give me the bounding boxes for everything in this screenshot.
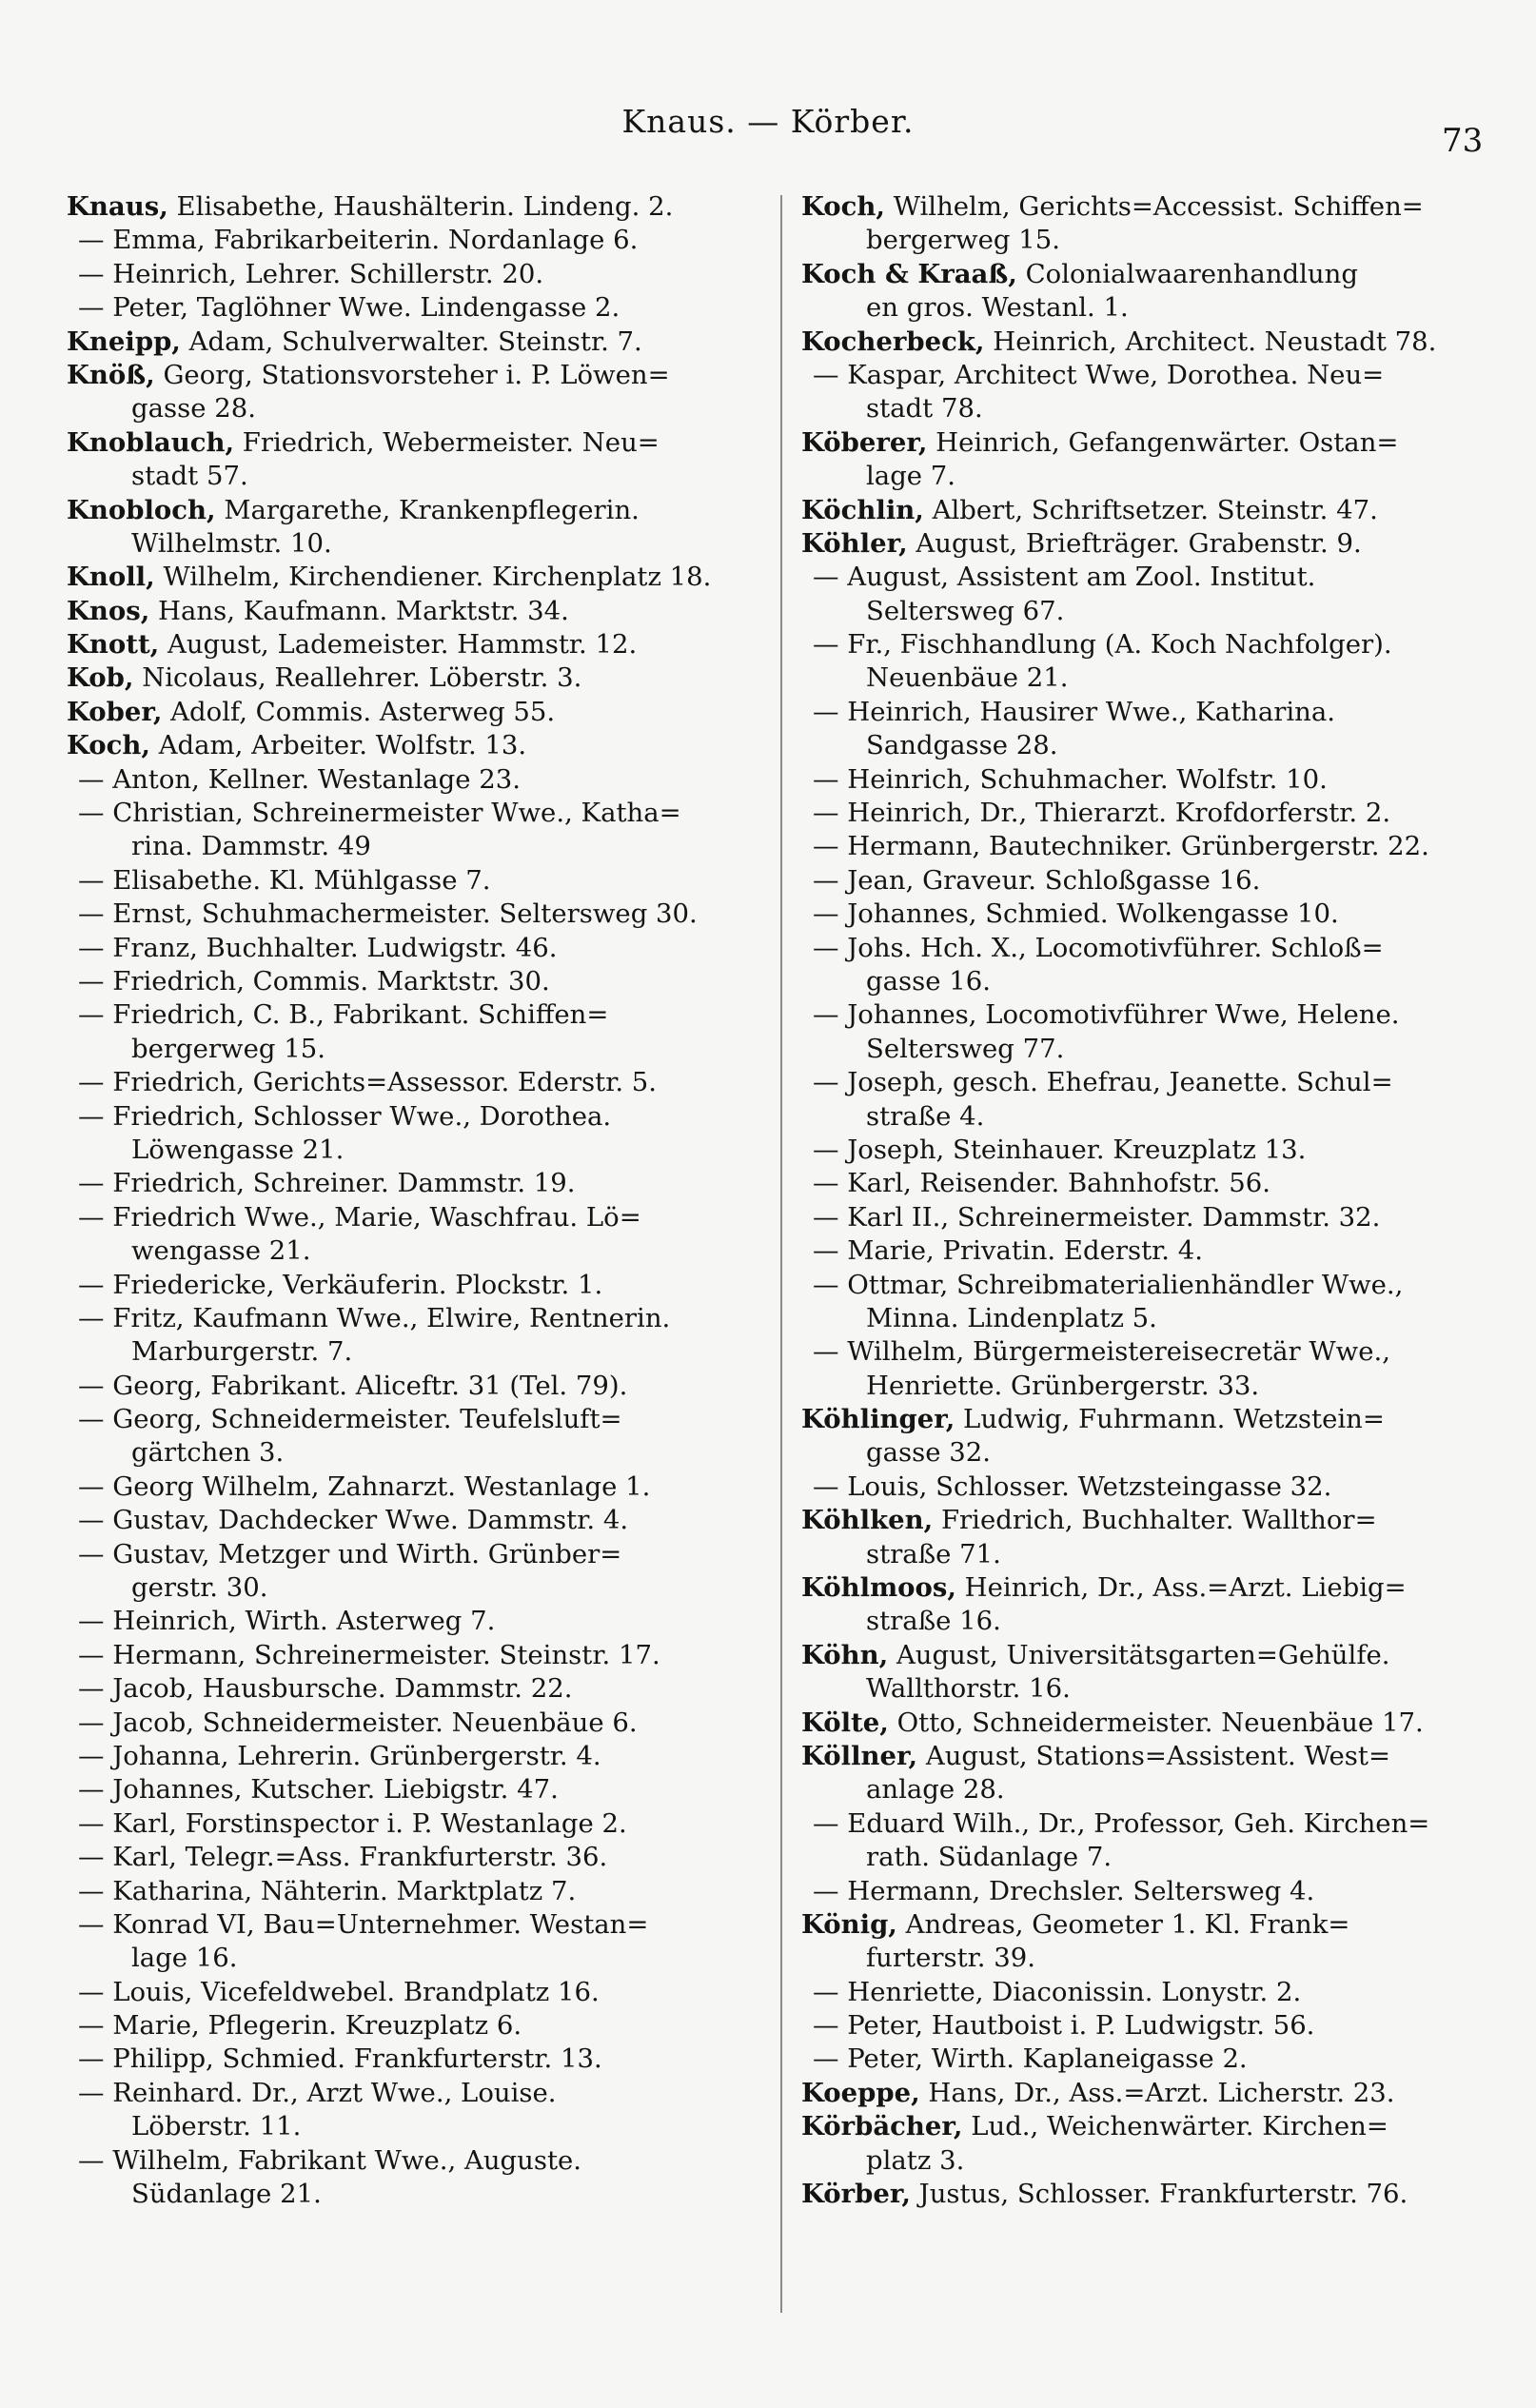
entry-continuation-line: gasse 32.: [866, 1437, 991, 1469]
surname: Knoll,: [67, 562, 155, 593]
entry-continuation-line: rina. Dammstr. 49: [131, 831, 371, 862]
directory-entry-line: — Gustav, Dachdecker Wwe. Dammstr. 4.: [78, 1505, 629, 1536]
surname: Költe,: [801, 1707, 889, 1738]
surname: Kober,: [67, 696, 163, 727]
surname: Knoblauch,: [67, 426, 235, 458]
directory-entry-line: Köhlken, Friedrich, Buchhalter. Wallthor=: [801, 1505, 1377, 1536]
directory-entry-line: — Hermann, Schreinermeister. Steinstr. 17.: [78, 1639, 660, 1670]
entry-continuation-line: Seltersweg 77.: [866, 1033, 1065, 1064]
directory-entry-line: Köberer, Heinrich, Gefangenwärter. Ostan=: [801, 426, 1399, 458]
entry-continuation-line: furterstr. 39.: [866, 1943, 1036, 1974]
directory-entry-line: — Friedrich Wwe., Marie, Waschfrau. Lö=: [78, 1201, 641, 1233]
directory-entry-line: Koeppe, Hans, Dr., Ass.=Arzt. Licherstr. 23.: [801, 2077, 1395, 2108]
directory-entry-line: Köllner, August, Stations=Assistent. West=: [801, 1740, 1390, 1771]
entry-continuation-line: lage 16.: [131, 1943, 238, 1974]
directory-entry-line: — Henriette, Diaconissin. Lonystr. 2.: [813, 1976, 1302, 2007]
surname: Kneipp,: [67, 326, 181, 357]
directory-entry-line: — Christian, Schreinermeister Wwe., Katha=: [78, 798, 681, 829]
entry-continuation-line: gerstr. 30.: [131, 1572, 268, 1604]
directory-entry-line: — Johanna, Lehrerin. Grünbergerstr. 4.: [78, 1740, 601, 1771]
directory-entry-line: — Emma, Fabrikarbeiterin. Nordanlage 6.: [78, 225, 639, 256]
directory-entry-line: Knobloch, Margarethe, Krankenpflegerin.: [67, 494, 640, 525]
entry-continuation-line: Seltersweg 67.: [866, 595, 1065, 626]
surname: Koch,: [67, 730, 150, 761]
entry-continuation-line: straße 16.: [866, 1606, 1001, 1637]
directory-entry-line: Kocherbeck, Heinrich, Architect. Neustadt 78.: [801, 326, 1437, 357]
directory-entry-line: — Eduard Wilh., Dr., Professor, Geh. Kirchen=: [813, 1807, 1430, 1839]
directory-entry-line: — Marie, Pflegerin. Kreuzplatz 6.: [78, 2010, 522, 2042]
entry-continuation-line: Neuenbäue 21.: [866, 662, 1069, 694]
surname: Knos,: [67, 595, 150, 626]
surname: Knöß,: [67, 359, 155, 390]
directory-entry-line: — Wilhelm, Fabrikant Wwe., Auguste.: [78, 2144, 582, 2176]
directory-entry-line: — Louis, Vicefeldwebel. Brandplatz 16.: [78, 1976, 600, 2007]
directory-entry-line: — Marie, Privatin. Ederstr. 4.: [813, 1235, 1204, 1267]
directory-entry-line: — Hermann, Bautechniker. Grünbergerstr. 22.: [813, 831, 1429, 862]
directory-entry-line: Knoblauch, Friedrich, Webermeister. Neu=: [67, 426, 660, 458]
directory-entry-line: — Ernst, Schuhmachermeister. Seltersweg 30.: [78, 898, 698, 930]
directory-entry-line: Köhler, August, Briefträger. Grabenstr. 9.: [801, 527, 1362, 559]
entry-continuation-line: en gros. Westanl. 1.: [866, 292, 1129, 324]
directory-entry-line: Knaus, Elisabethe, Haushälterin. Lindeng. 2.: [67, 191, 674, 222]
directory-entry-line: — Joseph, Steinhauer. Kreuzplatz 13.: [813, 1134, 1307, 1165]
directory-entry-line: — Karl II., Schreinermeister. Dammstr. 32.: [813, 1201, 1381, 1233]
surname: Köhlmoos,: [801, 1572, 956, 1604]
surname: Köchlin,: [801, 494, 924, 525]
entry-continuation-line: Wallthorstr. 16.: [866, 1673, 1071, 1705]
entry-continuation-line: gasse 28.: [131, 393, 256, 424]
entry-continuation-line: Sandgasse 28.: [866, 730, 1058, 761]
surname: Köllner,: [801, 1740, 918, 1771]
directory-entry-line: — Georg, Schneidermeister. Teufelsluft=: [78, 1404, 622, 1435]
surname: Knaus,: [67, 191, 168, 222]
surname: Kob,: [67, 662, 134, 694]
directory-entry-line: — Karl, Reisender. Bahnhofstr. 56.: [813, 1168, 1270, 1199]
entry-continuation-line: Südanlage 21.: [131, 2179, 322, 2210]
directory-entry-line: Kneipp, Adam, Schulverwalter. Steinstr. 7.: [67, 326, 642, 357]
directory-entry-line: Köhlmoos, Heinrich, Dr., Ass.=Arzt. Liebig=: [801, 1572, 1407, 1604]
directory-entry-line: Koch, Adam, Arbeiter. Wolfstr. 13.: [67, 730, 527, 761]
directory-entry-line: — Jean, Graveur. Schloßgasse 16.: [813, 864, 1261, 896]
directory-entry-line: — Fritz, Kaufmann Wwe., Elwire, Rentnerin.: [78, 1302, 671, 1333]
entry-continuation-line: straße 71.: [866, 1538, 1001, 1569]
directory-entry-line: — Georg, Fabrikant. Aliceftr. 31 (Tel. 79).: [78, 1370, 628, 1401]
surname: Kocherbeck,: [801, 326, 985, 357]
directory-entry-line: — Joseph, gesch. Ehefrau, Jeanette. Schul=: [813, 1067, 1393, 1098]
surname: Köhler,: [801, 527, 908, 559]
entry-continuation-line: bergerweg 15.: [131, 1033, 325, 1064]
directory-entry-line: — Ottmar, Schreibmaterialienhändler Wwe.,: [813, 1269, 1404, 1300]
directory-entry-line: — Hermann, Drechsler. Seltersweg 4.: [813, 1875, 1315, 1906]
directory-entry-line: — Heinrich, Schuhmacher. Wolfstr. 10.: [813, 763, 1328, 795]
directory-entry-line: Kober, Adolf, Commis. Asterweg 55.: [67, 696, 556, 727]
directory-entry-line: — Katharina, Nähterin. Marktplatz 7.: [78, 1875, 577, 1906]
surname: Köberer,: [801, 426, 928, 458]
directory-entry-line: — August, Assistent am Zool. Institut.: [813, 562, 1316, 593]
directory-entry-line: König, Andreas, Geometer 1. Kl. Frank=: [801, 1908, 1350, 1940]
running-head: Knaus. — Körber.: [621, 103, 915, 140]
surname: König,: [801, 1908, 897, 1940]
directory-entry-line: Körber, Justus, Schlosser. Frankfurterstr. 76.: [801, 2179, 1408, 2210]
surname: Knobloch,: [67, 494, 216, 525]
directory-entry-line: — Friedrich, Schlosser Wwe., Dorothea.: [78, 1100, 612, 1132]
directory-entry-line: — Gustav, Metzger und Wirth. Grünber=: [78, 1538, 622, 1569]
directory-entry-line: Költe, Otto, Schneidermeister. Neuenbäue 17.: [801, 1707, 1424, 1738]
directory-entry-line: — Peter, Hautboist i. P. Ludwigstr. 56.: [813, 2010, 1315, 2042]
directory-entry-line: — Johs. Hch. X., Locomotivführer. Schloß=: [813, 932, 1384, 963]
page-number: 73: [1442, 122, 1484, 160]
surname: Koch & Kraaß,: [801, 258, 1017, 289]
entry-continuation-line: gärtchen 3.: [131, 1437, 285, 1469]
directory-entry-line: Köchlin, Albert, Schriftsetzer. Steinstr. 47.: [801, 494, 1378, 525]
directory-entry-line: — Peter, Wirth. Kaplaneigasse 2.: [813, 2043, 1248, 2075]
surname: Köhn,: [801, 1639, 889, 1670]
directory-entry-line: — Elisabethe. Kl. Mühlgasse 7.: [78, 864, 491, 896]
entry-continuation-line: rath. Südanlage 7.: [866, 1842, 1113, 1873]
directory-entry-line: — Heinrich, Wirth. Asterweg 7.: [78, 1606, 496, 1637]
directory-entry-line: — Philipp, Schmied. Frankfurterstr. 13.: [78, 2043, 602, 2075]
directory-entry-line: — Anton, Kellner. Westanlage 23.: [78, 763, 521, 795]
directory-entry-line: Koch, Wilhelm, Gerichts=Accessist. Schiffen=: [801, 191, 1424, 222]
directory-entry-line: — Karl, Telegr.=Ass. Frankfurterstr. 36.: [78, 1842, 608, 1873]
directory-entry-line: — Friedrich, Schreiner. Dammstr. 19.: [78, 1168, 576, 1199]
directory-entry-line: — Friedrich, Gerichts=Assessor. Ederstr. 5.: [78, 1067, 658, 1098]
directory-entry-line: — Louis, Schlosser. Wetzsteingasse 32.: [813, 1470, 1332, 1502]
directory-entry-line: Kob, Nicolaus, Reallehrer. Löberstr. 3.: [67, 662, 582, 694]
directory-entry-line: — Johannes, Kutscher. Liebigstr. 47.: [78, 1774, 559, 1806]
directory-entry-line: — Wilhelm, Bürgermeistereisecretär Wwe.,: [813, 1336, 1390, 1368]
directory-entry-line: — Friedericke, Verkäuferin. Plockstr. 1.: [78, 1269, 603, 1300]
surname: Körbächer,: [801, 2111, 963, 2142]
entry-continuation-line: straße 4.: [866, 1100, 985, 1132]
entry-continuation-line: Wilhelmstr. 10.: [131, 527, 332, 559]
directory-entry-line: Knöß, Georg, Stationsvorsteher i. P. Löwen=: [67, 359, 670, 390]
directory-entry-line: — Johannes, Locomotivführer Wwe, Helene.: [813, 999, 1400, 1031]
directory-entry-line: — Heinrich, Dr., Thierarzt. Krofdorferstr. 2.: [813, 798, 1391, 829]
directory-entry-line: — Kaspar, Architect Wwe, Dorothea. Neu=: [813, 359, 1385, 390]
directory-entry-line: Körbächer, Lud., Weichenwärter. Kirchen=: [801, 2111, 1388, 2142]
column-divider: [780, 195, 782, 2313]
entry-continuation-line: wengasse 21.: [131, 1235, 311, 1267]
left-column: [67, 190, 742, 2211]
surname: Köhlken,: [801, 1505, 934, 1536]
entry-continuation-line: Henriette. Grünbergerstr. 33.: [866, 1370, 1260, 1401]
entry-continuation-line: gasse 16.: [866, 965, 991, 997]
entry-continuation-line: platz 3.: [866, 2144, 965, 2176]
directory-entry-line: — Reinhard. Dr., Arzt Wwe., Louise.: [78, 2077, 557, 2108]
entry-continuation-line: stadt 78.: [866, 393, 983, 424]
directory-entry-line: Köhlinger, Ludwig, Fuhrmann. Wetzstein=: [801, 1404, 1385, 1435]
surname: Körber,: [801, 2179, 911, 2210]
directory-entry-line: — Karl, Forstinspector i. P. Westanlage 2.: [78, 1807, 627, 1839]
directory-entry-line: — Franz, Buchhalter. Ludwigstr. 46.: [78, 932, 558, 963]
entry-continuation-line: Löwengasse 21.: [131, 1134, 345, 1165]
right-column: [801, 190, 1477, 2211]
directory-entry-line: Köhn, August, Universitätsgarten=Gehülfe.: [801, 1639, 1390, 1670]
entry-continuation-line: Löberstr. 11.: [131, 2111, 302, 2142]
surname: Koeppe,: [801, 2077, 920, 2108]
directory-entry-line: — Jacob, Schneidermeister. Neuenbäue 6.: [78, 1707, 638, 1738]
directory-entry-line: — Friedrich, C. B., Fabrikant. Schiffen=: [78, 999, 609, 1031]
entry-continuation-line: Marburgerstr. 7.: [131, 1336, 353, 1368]
directory-entry-line: — Fr., Fischhandlung (A. Koch Nachfolger).: [813, 629, 1392, 661]
surname: Köhlinger,: [801, 1404, 955, 1435]
directory-entry-line: — Johannes, Schmied. Wolkengasse 10.: [813, 898, 1339, 930]
entry-continuation-line: stadt 57.: [131, 461, 248, 492]
entry-continuation-line: bergerweg 15.: [866, 225, 1060, 256]
directory-entry-line: — Jacob, Hausbursche. Dammstr. 22.: [78, 1673, 573, 1705]
directory-entry-line: — Georg Wilhelm, Zahnarzt. Westanlage 1.: [78, 1470, 651, 1502]
directory-entry-line: — Heinrich, Hausirer Wwe., Katharina.: [813, 696, 1336, 727]
directory-entry-line: Knos, Hans, Kaufmann. Marktstr. 34.: [67, 595, 569, 626]
entry-continuation-line: anlage 28.: [866, 1774, 1005, 1806]
entry-continuation-line: Minna. Lindenplatz 5.: [866, 1302, 1157, 1333]
surname: Koch,: [801, 191, 885, 222]
entry-continuation-line: lage 7.: [866, 461, 956, 492]
directory-entry-line: Knoll, Wilhelm, Kirchendiener. Kirchenplatz 18.: [67, 562, 712, 593]
directory-entry-line: Koch & Kraaß, Colonialwaarenhandlung: [801, 258, 1358, 289]
directory-entry-line: — Konrad VI, Bau=Unternehmer. Westan=: [78, 1908, 649, 1940]
directory-entry-line: — Peter, Taglöhner Wwe. Lindengasse 2.: [78, 292, 620, 324]
directory-entry-line: Knott, August, Lademeister. Hammstr. 12.: [67, 629, 638, 661]
surname: Knott,: [67, 629, 160, 661]
directory-entry-line: — Friedrich, Commis. Marktstr. 30.: [78, 965, 550, 997]
directory-entry-line: — Heinrich, Lehrer. Schillerstr. 20.: [78, 258, 544, 289]
